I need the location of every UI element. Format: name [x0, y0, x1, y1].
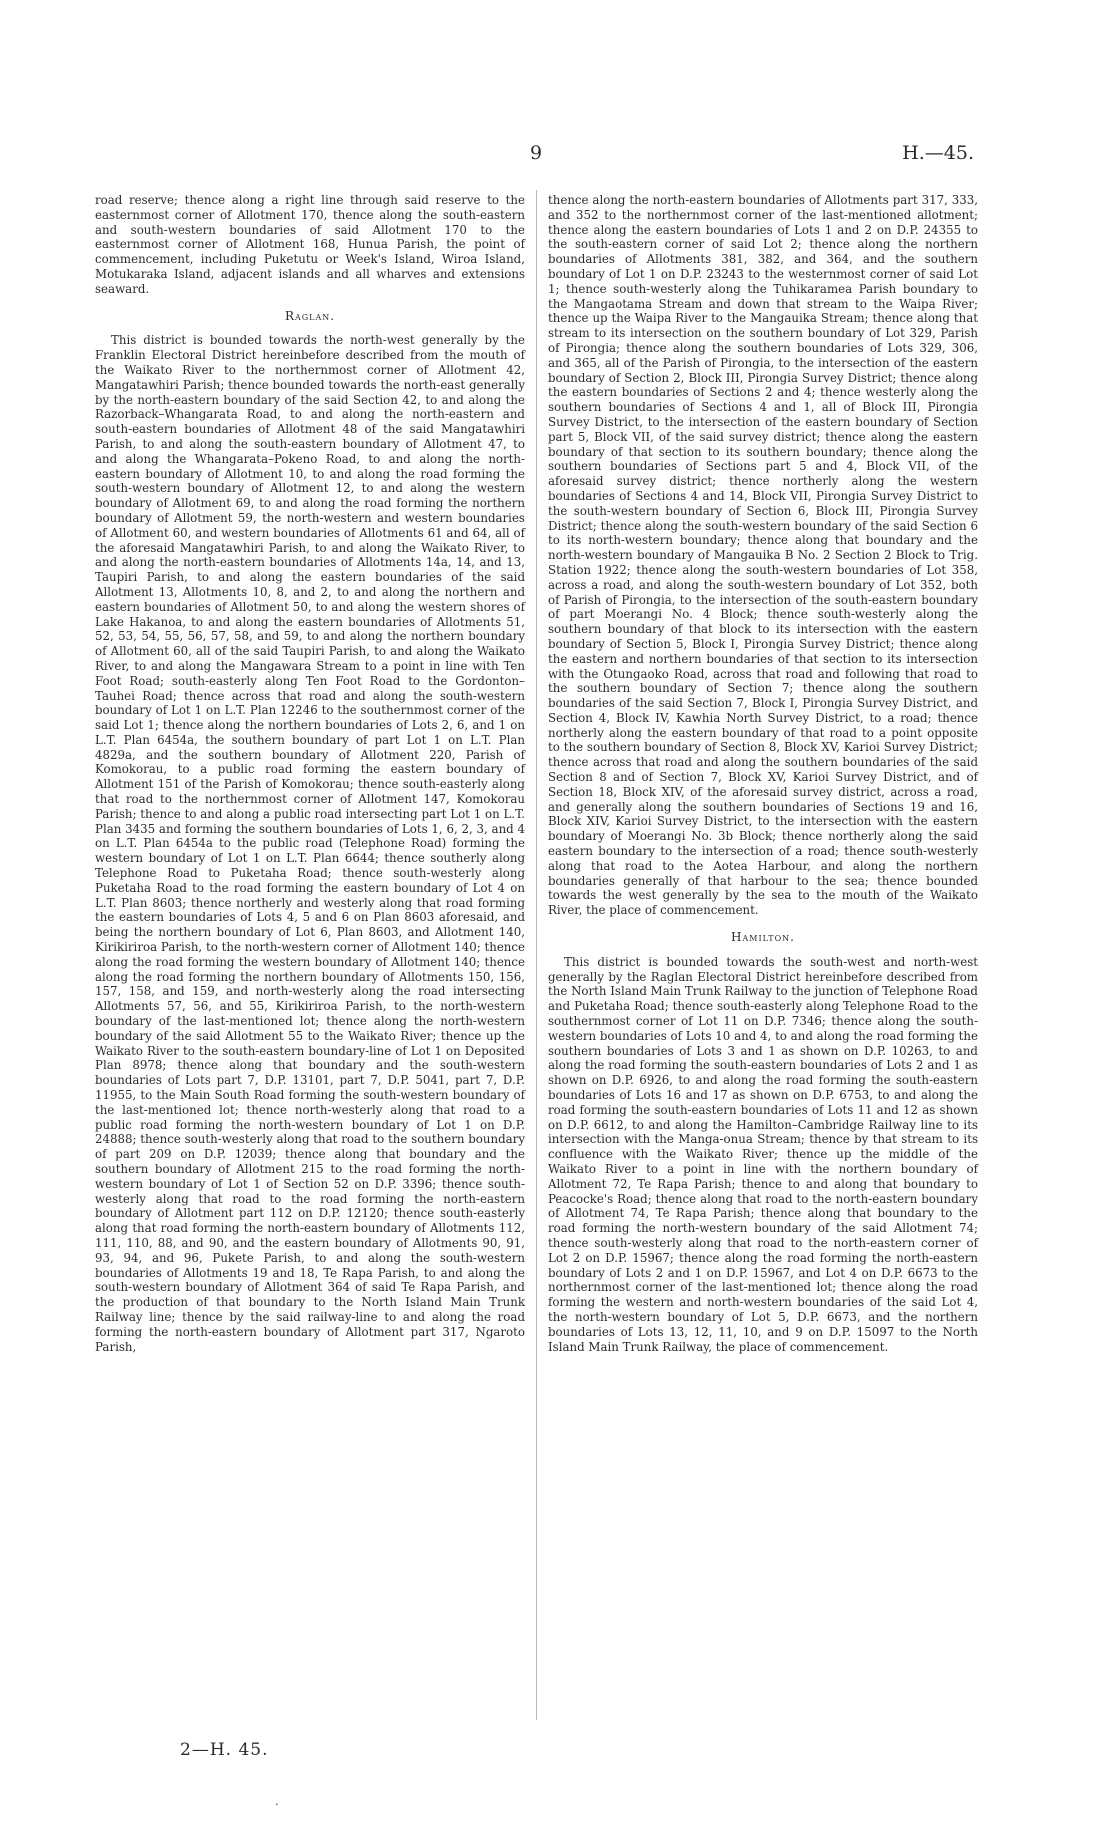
document-reference: H.—45.: [902, 142, 974, 164]
section-title-raglan: Raglan.: [284, 308, 336, 323]
stray-mark: ․: [275, 1795, 279, 1808]
hamilton-paragraph: This district is bounded towards the south-west and north-west generally by the Raglan Electoral District hereinbefore described from the North Island Main Trunk Railway to the junction of Telephone Road and Puketaha Road; thence south-easterly along Telephone Road to the southernmost corner of Lot 11 on D.P. 7346; thence along the south-western boundaries of Lots 10 and 4, to and along the road forming the southern boundaries of Lots 3 and 1 as shown on D.P. 10263, to and along the road forming the south-eastern boundaries of Lots 2 and 1 as shown on D.P. 6926, to and along the road forming the south-eastern boundaries of Lots 16 and 17 as shown on D.P. 6753, to and along the road forming the south-eastern boundaries of Lots 11 and 12 as shown on D.P. 6612, to and along the Hamilton–Cambridge Railway line to its intersection with the Manga-onua Stream; thence by that stream to its confluence with the Waikato River; thence up the middle of the Waikato River to a point in line with the northern boundary of Allotment 72, Te Rapa Parish; thence to and along that boundary to Peacocke's Road; thence along that road to the north-eastern boundary of Allotment 74, Te Rapa Parish; thence along that boundary to the road forming the north-western boundary of the said Allotment 74; thence south-westerly along that road to the north-eastern corner of Lot 2 on D.P. 15967; thence along the road forming the north-eastern boundary of Lots 2 and 1 on D.P. 15967, and Lot 4 on D.P. 6673 to the northernmost corner of the last-mentioned lot; thence along the road forming the western and north-western boundaries of the said Lot 4, the north-western boundary of Lot 5, D.P. 6673, and the northern boundaries of Lots 13, 12, 11, 10, and 9 on D.P. 15097 to the North Island Main Trunk Railway, the place of commencement.: [548, 954, 978, 1354]
intro-paragraph: road reserve; thence along a right line through said reserve to the easternmost corner of Allotment 170, thence along the south-eastern and south-western boundaries of said Allotment 170 to the easternmost corner of Allotment 168, Hunua Parish, the point of commencement, including Puketutu or Week's Island, Wiroa Island, Motukaraka Island, adjacent islands and all wharves and extensions seaward.: [95, 193, 525, 296]
section-title-hamilton: Hamilton.: [731, 930, 795, 945]
page-number: 9: [530, 142, 543, 164]
raglan-continued-paragraph: thence along the north-eastern boundaries of Allotments part 317, 333, and 352 to the northernmost corner of the last-mentioned allotment; thence along the eastern boundaries of Lots 1 and 2 on D.P. 24355 to the south-eastern corner of said Lot 2; thence along the northern boundaries of Allotments 381, 382, and 364, and the southern boundary of Lot 1 on D.P. 23243 to the westernmost corner of said Lot 1; thence south-westerly along the Tuhikaramea Parish boundary to the Mangaotama Stream and down that stream to the Waipa River; thence up the Waipa River to the Mangauika Stream; thence along that stream to its intersection on the southern boundary of Lot 329, Parish of Pirongia; thence along the southern boundaries of Lots 329, 306, and 365, all of the Parish of Pirongia, to the intersection of the eastern boundary of Section 2, Block III, Pirongia Survey District; thence along the eastern boundaries of Sections 2 and 4; thence westerly along the southern boundaries of Sections 4 and 1, all of Block III, Pirongia Survey District, to the intersection of the eastern boundary of Section part 5, Block VII, of the said survey district; thence along the eastern boundary of that section to its southern boundary; thence along the southern boundaries of Sections part 5 and 4, Block VII, of the aforesaid survey district; thence northerly along the western boundaries of Sections 4 and 14, Block VII, Pirongia Survey District to the south-western boundary of Section 6, Block III, Pirongia Survey District; thence along the south-western boundary of the said Section 6 to its north-western boundary; thence along that boundary and the north-western boundary of Mangauika B No. 2 Section 2 Block to Trig. Station 1922; thence along the south-western boundaries of Lot 358, across a road, and along the south-western boundary of Lot 352, both of Parish of Pirongia, to the intersection of the south-eastern boundary of part Moerangi No. 4 Block; thence south-westerly along the southern boundary of that block to its intersection with the eastern boundary of Section 5, Block I, Pirongia Survey District; thence along the eastern and northern boundaries of that section to its intersection with the Otungaoko Road, across that road and following that road to the southern boundary of Section 7; thence along the southern boundaries of the said Section 7, Block I, Pirongia Survey District, and Section 4, Block IV, Kawhia North Survey District, to a road; thence northerly along the eastern boundary of that road to a point opposite to the southern boundary of Section 8, Block XV, Karioi Survey District; thence across that road and along the southern boundaries of the said Section 8 and of Section 7, Block XV, Karioi Survey District, and of Section 18, Block XIV, of the aforesaid survey district, across a road, and generally along the southern boundaries of Sections 19 and 16, Block XIV, Karioi Survey District, to the intersection with the eastern boundary of Moerangi No. 3b Block; thence northerly along the said eastern boundary to the intersection of a road; thence south-westerly along that road to the Aotea Harbour, and along the northern boundaries generally of that harbour to the sea; thence bounded towards the west generally by the sea to the mouth of the Waikato River, the place of commencement.: [548, 193, 978, 918]
column-divider: [536, 190, 537, 1720]
signature-mark: 2—H. 45.: [180, 1740, 269, 1760]
left-column: [95, 193, 525, 1354]
right-column: [548, 193, 978, 1354]
raglan-paragraph: This district is bounded towards the north-west generally by the Franklin Electoral District hereinbefore described from the mouth of the Waikato River to the northernmost corner of Allotment 42, Mangatawhiri Parish; thence bounded towards the north-east generally by the north-eastern boundary of the said Section 42, to and along the Razorback–Whangarata Road, to and along the north-eastern and south-eastern boundaries of Allotment 48 of the said Mangatawhiri Parish, to and along the south-eastern boundary of Allotment 47, to and along the Whangarata–Pokeno Road, to and along the north-eastern boundary of Allotment 10, to and along the road forming the south-western boundary of Allotment 12, to and along the western boundary of Allotment 69, to and along the road forming the northern boundary of Allotment 59, the north-western and western boundaries of Allotment 60, and western boundaries of Allotments 61 and 64, all of the aforesaid Mangatawhiri Parish, to and along the Waikato River, to and along the north-eastern boundaries of Allotments 14a, 14, and 13, Taupiri Parish, to and along the eastern boundaries of the said Allotment 13, Allotments 10, 8, and 2, to and along the northern and eastern boundaries of Allotment 50, to and along the western shores of Lake Hakanoa, to and along the eastern boundaries of Allotments 51, 52, 53, 54, 55, 56, 57, 58, and 59, to and along the northern boundary of Allotment 60, all of the said Taupiri Parish, to and along the Waikato River, to and along the Mangawara Stream to a point in line with Ten Foot Road; south-easterly along Ten Foot Road to the Gordonton–Tauhei Road; thence across that road and along the south-western boundary of Lot 1 on L.T. Plan 12246 to the southernmost corner of the said Lot 1; thence along the northern boundaries of Lots 2, 6, and 1 on L.T. Plan 6454a, the southern boundary of part Lot 1 on L.T. Plan 4829a, and the southern boundary of Allotment 220, Parish of Komokorau, to a public road forming the eastern boundary of Allotment 151 of the Parish of Komokorau; thence south-easterly along that road to the northernmost corner of Allotment 147, Komokorau Parish; thence to and along a public road intersecting part Lot 1 on L.T. Plan 3435 and forming the southern boundaries of Lots 1, 6, 2, 3, and 4 on L.T. Plan 6454a to the public road (Telephone Road) forming the western boundary of Lot 1 on L.T. Plan 6644; thence southerly along Telephone Road to Puketaha Road; thence south-westerly along Puketaha Road to the road forming the eastern boundary of Lot 4 on L.T. Plan 8603; thence northerly and westerly along that road forming the eastern boundaries of Lots 4, 5 and 6 on Plan 8603 aforesaid, and being the northern boundary of Lot 6, Plan 8603, and Allotment 140, Kirikiriroa Parish, to the north-western corner of Allotment 140; thence along the road forming the western boundary of Allotment 140; thence along the road forming the northern boundary of Allotments 150, 156, 157, 158, and 159, and north-westerly along the road intersecting Allotments 57, 56, and 55, Kirikiriroa Parish, to the north-western boundary of the last-mentioned lot; thence along the north-western boundary of the said Allotment 55 to the Waikato River; thence up the Waikato River to the south-eastern boundary-line of Lot 1 on Deposited Plan 8978; thence along that boundary and the south-western boundaries of Lots part 7, D.P. 13101, part 7, D.P. 5041, part 7, D.P. 11955, to the Main South Road forming the south-western boundary of the last-mentioned lot; thence north-westerly along that road to a public road forming the north-western boundary of Lot 1 on D.P. 24888; thence south-westerly along that road to the southern boundary of part 209 on D.P. 12039; thence along that boundary and the southern boundary of Allotment 215 to the road forming the north-western boundary of Lot 1 of Section 52 on D.P. 3396; thence south-westerly along that road to the road forming the north-eastern boundary of Allotment part 112 on D.P. 12120; thence south-easterly along that road forming the north-eastern boundary of Allotments 112, 111, 110, 88, and 90, and the eastern boundary of Allotments 90, 91, 93, 94, and 96, Pukete Parish, to and along the south-western boundaries of Allotments 19 and 18, Te Rapa Parish, to and along the south-western boundary of Allotment 364 of said Te Rapa Parish, and the production of that boundary to the North Island Main Trunk Railway line; thence by the said railway-line to and along the road forming the north-eastern boundary of Allotment part 317, Ngaroto Parish,: [95, 333, 525, 1354]
